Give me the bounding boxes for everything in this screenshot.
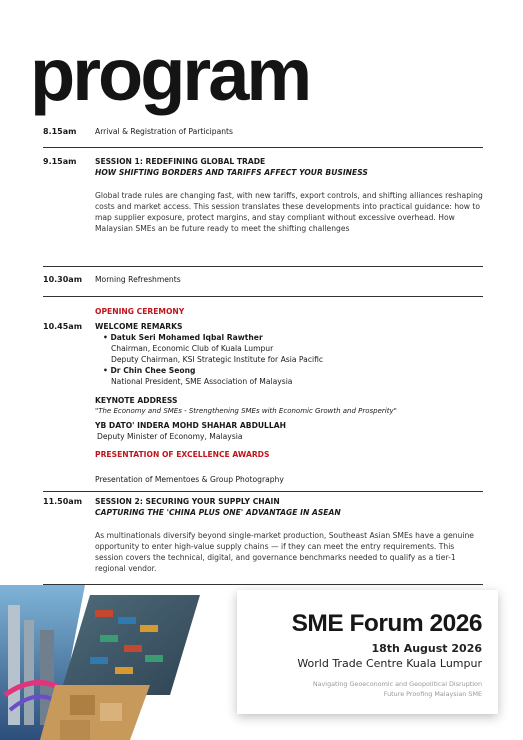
keynote-title: "The Economy and SMEs - Strengthening SMEs with Economic Growth and Prosperity" xyxy=(95,407,397,415)
speaker-name: • Datuk Seri Mohamed Iqbal Rawther xyxy=(103,333,263,342)
divider xyxy=(43,147,483,148)
event-venue: World Trade Centre Kuala Lumpur xyxy=(297,657,482,670)
welcome-heading: WELCOME REMARKS xyxy=(95,322,183,331)
divider xyxy=(43,491,483,492)
awards-heading: PRESENTATION OF EXCELLENCE AWARDS xyxy=(95,450,270,459)
item-text: Morning Refreshments xyxy=(95,275,181,284)
shipping-containers-image xyxy=(60,595,200,695)
time-label: 11.50am xyxy=(43,497,83,506)
session-title: SESSION 2: SECURING YOUR SUPPLY CHAIN xyxy=(95,497,280,506)
photo-collage xyxy=(0,585,260,740)
item-text: Arrival & Registration of Participants xyxy=(95,127,233,136)
event-tagline: Future Proofing Malaysian SME xyxy=(383,690,482,698)
keynote-speaker: YB DATO' INDERA MOHD SHAHAR ABDULLAH xyxy=(95,421,286,430)
speaker-role: National President, SME Association of Malaysia xyxy=(111,377,293,386)
keynote-heading: KEYNOTE ADDRESS xyxy=(95,396,178,405)
item-text: Presentation of Mementoes & Group Photography xyxy=(95,475,284,484)
page-title: program xyxy=(30,33,310,116)
session-subtitle: HOW SHIFTING BORDERS AND TARIFFS AFFECT YOUR BUSINESS xyxy=(95,168,368,177)
divider xyxy=(43,296,483,297)
cardboard-boxes-image xyxy=(40,685,150,740)
event-card xyxy=(237,590,498,714)
opening-ceremony-heading: OPENING CEREMONY xyxy=(95,307,185,316)
session-title: SESSION 1: REDEFINING GLOBAL TRADE xyxy=(95,157,266,166)
speaker-role: Deputy Chairman, KSI Strategic Institute for Asia Pacific xyxy=(111,355,324,364)
divider xyxy=(43,266,483,267)
keynote-speaker-role: Deputy Minister of Economy, Malaysia xyxy=(97,432,243,441)
speaker-name: • Dr Chin Chee Seong xyxy=(103,366,195,375)
time-label: 8.15am xyxy=(43,127,77,136)
session-subtitle: CAPTURING THE 'CHINA PLUS ONE' ADVANTAGE IN ASEAN xyxy=(95,508,341,517)
session-description: As multinationals diversify beyond single-market production, Southeast Asian SMEs have a genuine opportunity to enter high-value supply chains — if they can meet the entry requirements. This session covers the technical, digital, and governance benchmarks needed to qualify as a tier-1 regional vendor. xyxy=(95,531,474,573)
session-description: Global trade rules are changing fast, with new tariffs, export controls, and shifting alliances reshaping costs and market access. This session translates these developments into practical guidance: how to map supplier exposure, protect margins, and stay compliant without excessive overhead. How Malaysian SMEs an be future ready to meet the shifting challenges xyxy=(95,191,483,233)
time-label: 10.30am xyxy=(43,275,83,284)
time-label: 10.45am xyxy=(43,322,83,331)
time-label: 9.15am xyxy=(43,157,77,166)
event-date: 18th August 2026 xyxy=(371,642,482,655)
speaker-role: Chairman, Economic Club of Kuala Lumpur xyxy=(111,344,274,353)
event-tagline: Navigating Geoeconomic and Geopolitical Disruption xyxy=(312,680,482,688)
event-title: SME Forum 2026 xyxy=(291,610,482,637)
